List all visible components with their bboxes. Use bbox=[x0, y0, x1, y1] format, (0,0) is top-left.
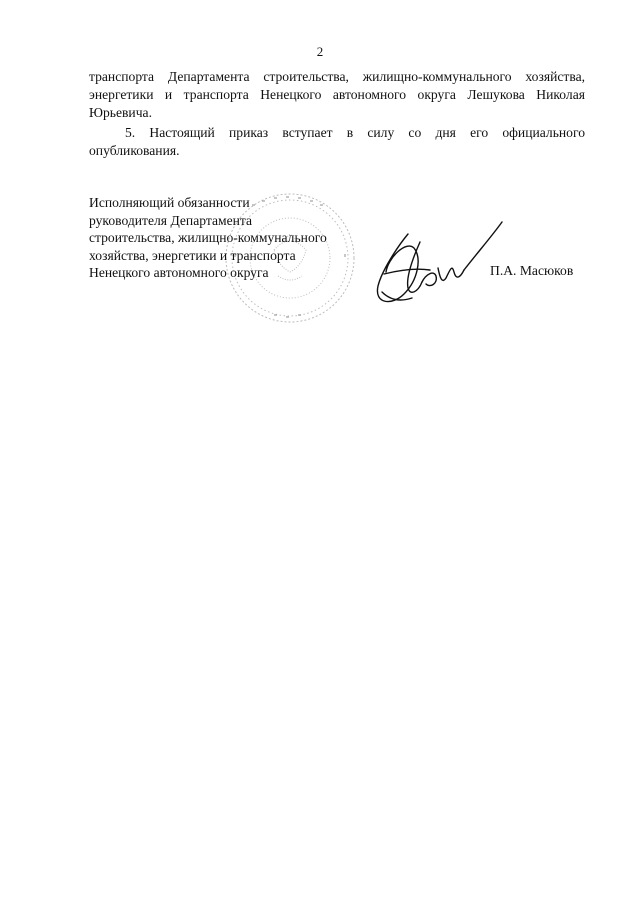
page-number: 2 bbox=[316, 44, 324, 59]
text-line: опубликования. bbox=[89, 143, 180, 158]
handwritten-signature-icon bbox=[360, 212, 510, 312]
text-line: Юрьевича. bbox=[89, 105, 152, 120]
signer-name: П.А. Масюков bbox=[490, 263, 574, 278]
text-line: транспорта Департамента строительства, жилищно-коммунального хозяйства, bbox=[89, 69, 585, 84]
text-line: 5. Настоящий приказ вступает в силу со дня его официального bbox=[125, 125, 585, 140]
signatory-title-line: Исполняющий обязанности bbox=[89, 195, 250, 210]
signatory-title-line: Ненецкого автономного округа bbox=[89, 265, 269, 280]
paragraph-continuation bbox=[89, 68, 585, 122]
signatory-title-line: строительства, жилищно-коммунального bbox=[89, 230, 327, 245]
text-line: энергетики и транспорта Ненецкого автономного округа Лешукова Николая bbox=[89, 87, 585, 102]
signature-block bbox=[89, 194, 389, 282]
signatory-title-line: руководителя Департамента bbox=[89, 212, 253, 228]
document-body bbox=[89, 68, 585, 160]
paragraph-item-5 bbox=[89, 124, 585, 160]
signatory-title-line: хозяйства, энергетики и транспорта bbox=[89, 247, 296, 263]
